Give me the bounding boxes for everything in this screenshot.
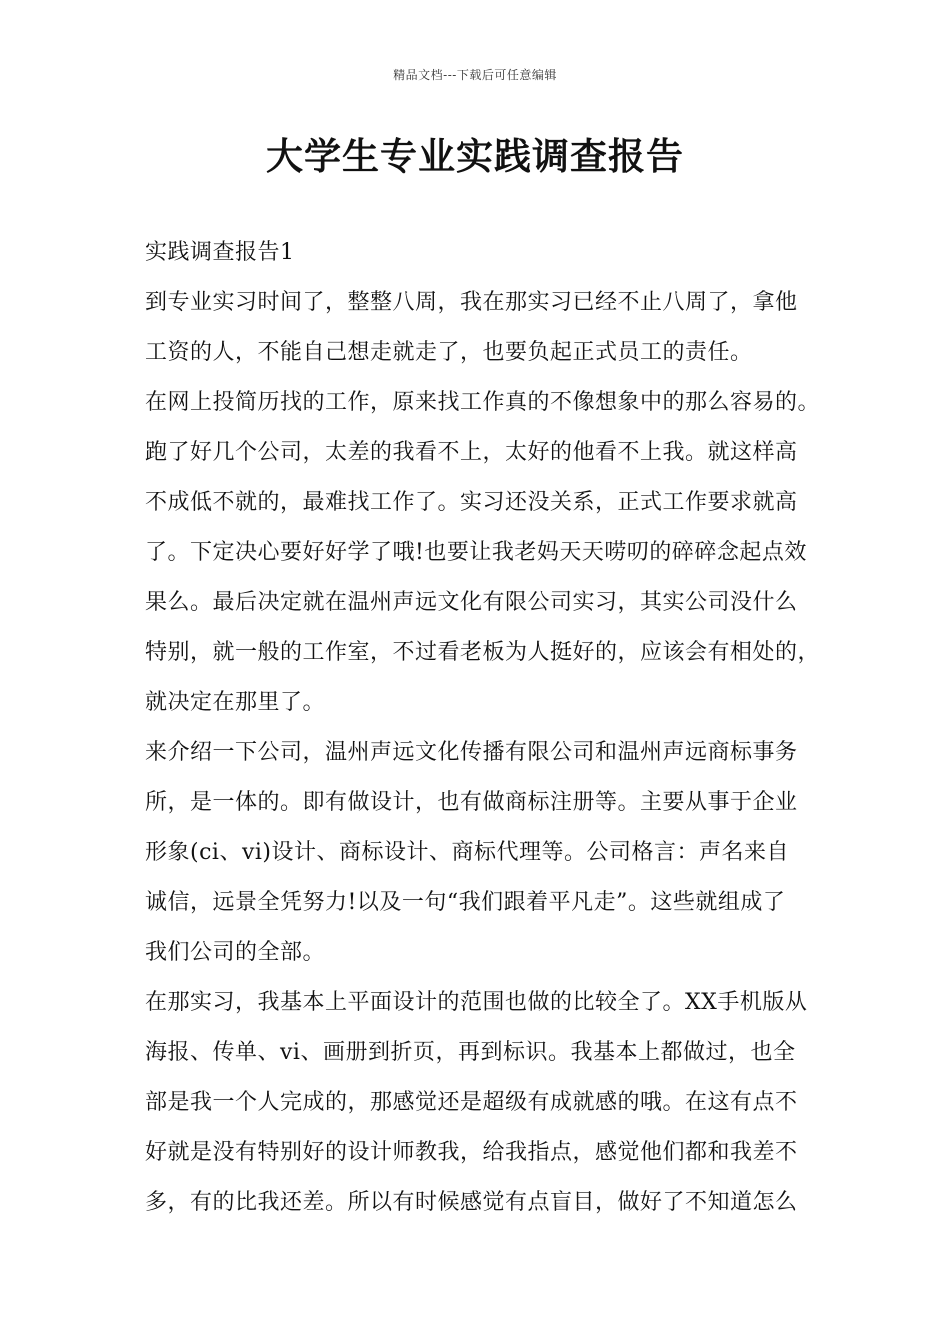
body-text [145, 228, 825, 1228]
text-line: 到专业实习时间了，整整八周，我在那实习已经不止八周了，拿他 [145, 290, 798, 315]
text-line: 了。下定决心要好好学了哦!也要让我老妈天天唠叨的碎碎念起点效 [145, 540, 807, 565]
text-line: 形象(ci、vi)设计、商标设计、商标代理等。公司格言：声名来自 [145, 840, 789, 865]
text-line: 所，是一体的。即有做设计，也有做商标注册等。主要从事于企业 [145, 790, 798, 815]
text-line: 来介绍一下公司，温州声远文化传播有限公司和温州声远商标事务 [145, 740, 798, 765]
section-subheading: 实践调查报告1 [145, 240, 295, 265]
text-line: 在那实习，我基本上平面设计的范围也做的比较全了。XX手机版从 [145, 990, 808, 1015]
text-line: 部是我一个人完成的，那感觉还是超级有成就感的哦。在这有点不 [145, 1090, 798, 1115]
text-line: 在网上投简历找的工作，原来找工作真的不像想象中的那么容易的。 [145, 390, 821, 415]
text-line: 特别，就一般的工作室，不过看老板为人挺好的，应该会有相处的， [145, 640, 821, 665]
text-line: 跑了好几个公司，太差的我看不上，太好的他看不上我。就这样高 [145, 440, 798, 465]
document-title: 大学生专业实践调查报告 [266, 135, 684, 178]
text-line: 多，有的比我还差。所以有时候感觉有点盲目，做好了不知道怎么 [145, 1190, 798, 1215]
header-note: 精品文档---下载后可任意编辑 [393, 68, 557, 82]
text-line: 不成低不就的，最难找工作了。实习还没关系，正式工作要求就高 [145, 490, 798, 515]
text-line: 果么。最后决定就在温州声远文化有限公司实习，其实公司没什么 [145, 590, 798, 615]
text-line: 就决定在那里了。 [145, 690, 326, 715]
text-line: 海报、传单、vi、画册到折页，再到标识。我基本上都做过，也全 [145, 1040, 796, 1065]
text-line: 我们公司的全部。 [145, 940, 326, 965]
text-line: 工资的人，不能自己想走就走了，也要负起正式员工的责任。 [145, 340, 753, 365]
text-line: 诚信，远景全凭努力!以及一句“我们跟着平凡走”。这些就组成了 [145, 890, 786, 915]
text-line: 好就是没有特别好的设计师教我，给我指点，感觉他们都和我差不 [145, 1140, 798, 1165]
